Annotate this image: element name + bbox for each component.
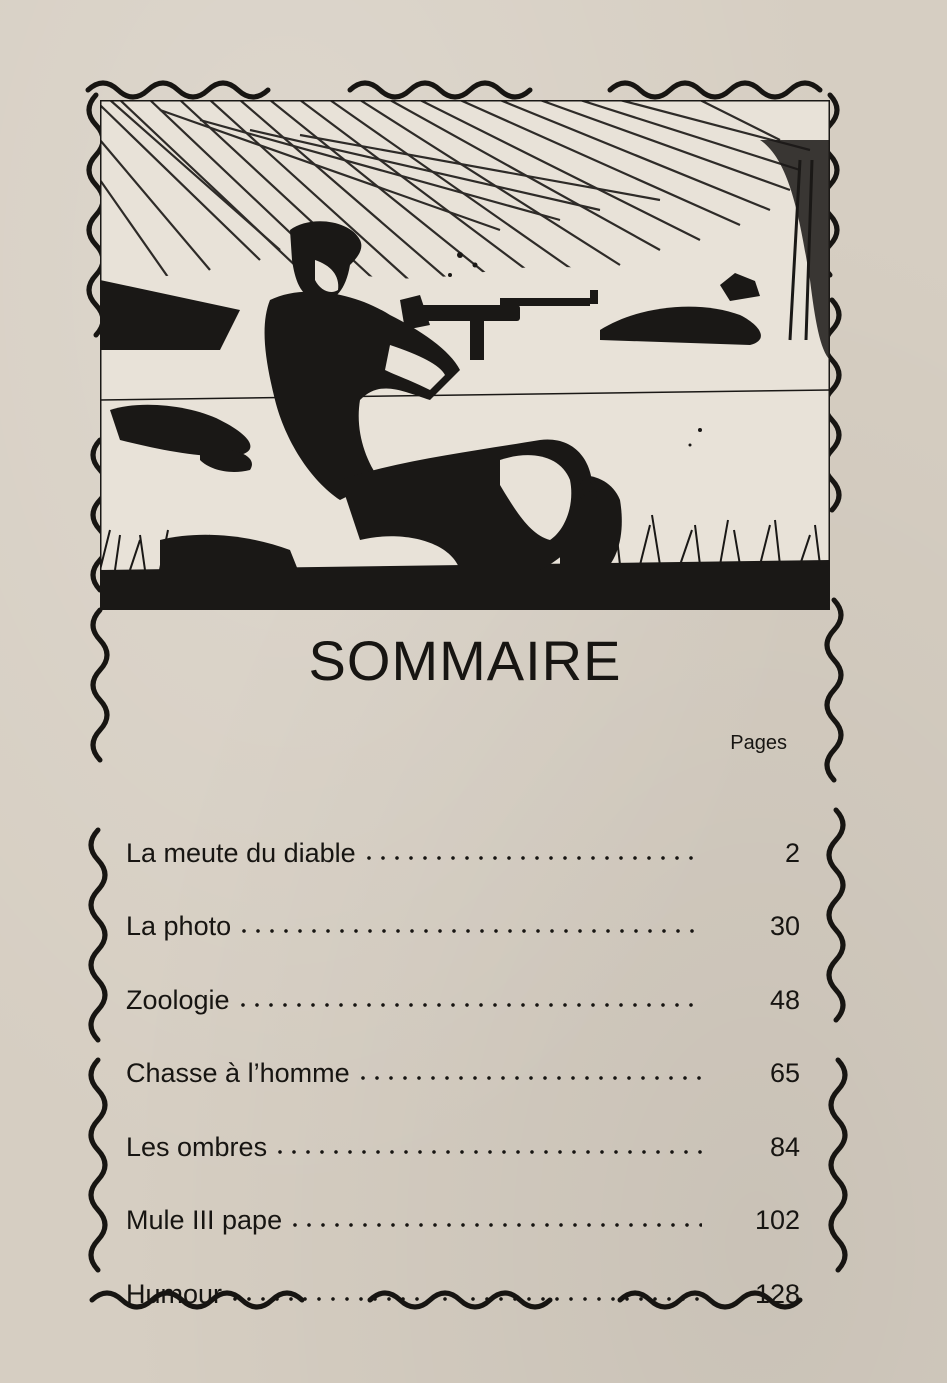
- toc-entry: [126, 869, 800, 943]
- svg-text:IS: IS: [570, 474, 599, 507]
- dot-leader: [236, 1000, 702, 1010]
- toc-entry-title: La meute du diable: [126, 837, 356, 868]
- dot-leader: [362, 853, 702, 863]
- dot-leader: [228, 1294, 702, 1304]
- dot-leader: [288, 1220, 702, 1230]
- toc-entry-page: 65: [769, 1058, 800, 1088]
- toc-entry: [126, 942, 800, 1016]
- dot-leader: [356, 1073, 702, 1083]
- dot-leader: [237, 926, 702, 936]
- toc-entry: [126, 1016, 800, 1090]
- dot-leader: [273, 1147, 702, 1157]
- toc-entry-title: Zoologie: [126, 984, 230, 1015]
- table-of-contents: [126, 795, 800, 1310]
- toc-entry: [126, 1163, 800, 1237]
- page-title: SOMMAIRE: [308, 629, 622, 692]
- toc-entry-page: 84: [769, 1131, 800, 1162]
- toc-entry-title: Les ombres: [126, 1131, 268, 1162]
- toc-entry-title: Humour: [126, 1278, 223, 1309]
- toc-entry-page: 128: [754, 1278, 800, 1309]
- toc-entry-title: Chasse à l’homme: [126, 1058, 350, 1088]
- toc-entry-page: 2: [784, 837, 800, 868]
- toc-entry: [126, 1089, 800, 1163]
- toc-entry-title: Mule III pape: [126, 1205, 283, 1235]
- toc-entry-page: 102: [754, 1205, 800, 1235]
- toc-entry-page: 48: [769, 984, 800, 1015]
- pages-column-label: Pages: [730, 732, 787, 754]
- soldier-illustration: [100, 100, 830, 610]
- toc-entry: [126, 1236, 800, 1310]
- toc-entry-page: 30: [769, 911, 800, 941]
- toc-entry-title: La photo: [126, 911, 232, 941]
- toc-entry: [126, 795, 800, 869]
